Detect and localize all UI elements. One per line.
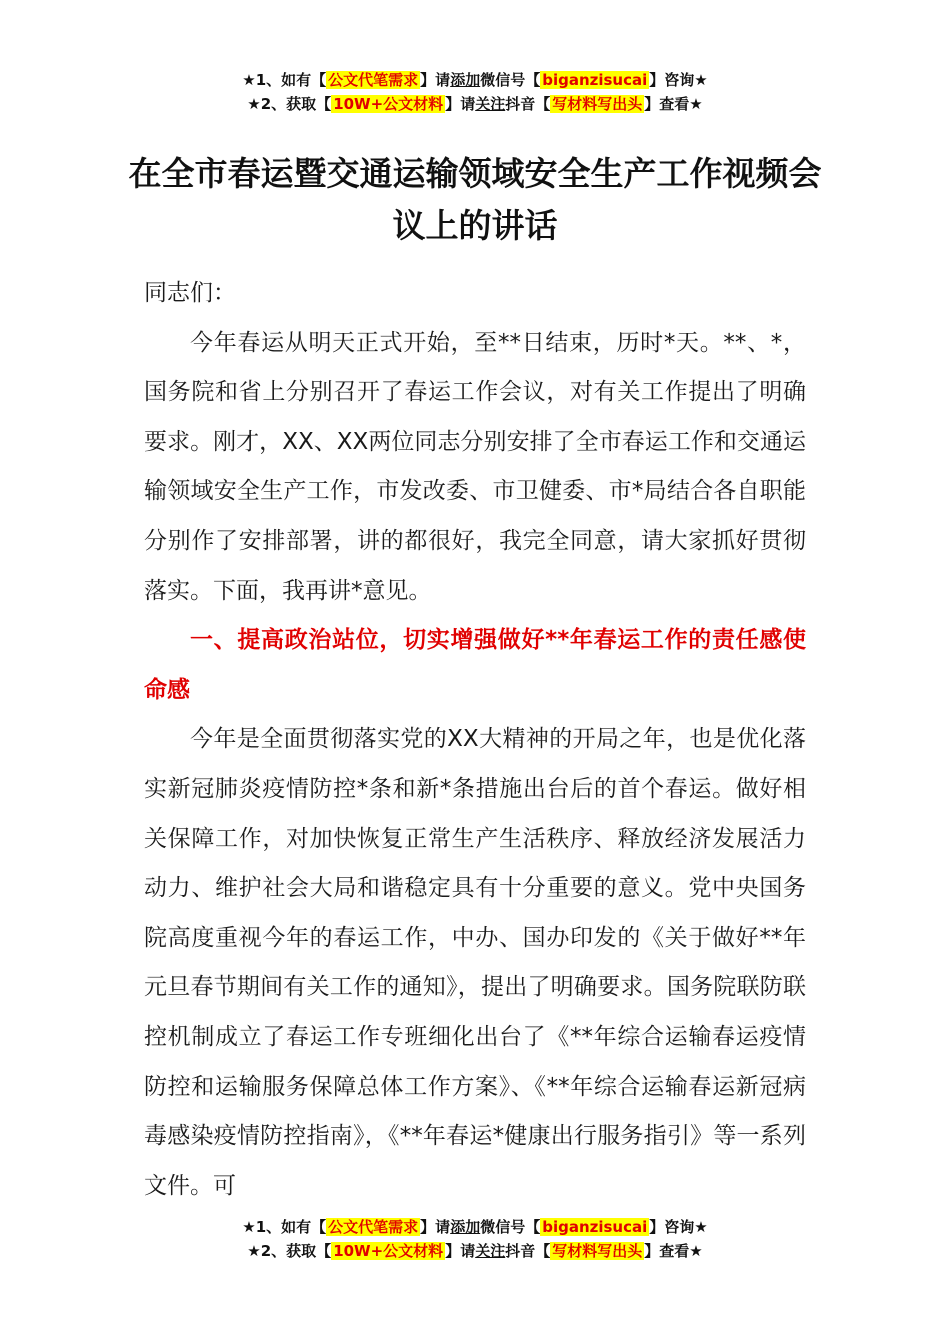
promo-highlight: 公文代笔需求 xyxy=(328,71,419,89)
promo-highlight: 10W+公文材料 xyxy=(333,95,444,113)
salutation: 同志们： xyxy=(144,280,236,306)
body-paragraph: 今年春运从明天正式开始，至**日结束，历时*天。**、*，国务院和省上分别召开了春运工作会议，对有关工作提出了明确要求。刚才，XX、XX两位同志分别安排了全市春运工作和交通运输领域安全生产工作，市发改委、市卫健委、市*局结合各自职能分别作了安排部署，讲的都很好，我完全同意，请大家抓好贯彻落实。下面，我再讲*意见。 xyxy=(144,329,806,604)
wechat-id-highlight: biganzisucai xyxy=(542,1218,648,1236)
document-body xyxy=(144,269,806,1211)
promo-banner-bottom xyxy=(0,1215,950,1263)
douyin-id-highlight: 写材料写出头 xyxy=(552,95,643,113)
promo-highlight: 公文代笔需求 xyxy=(328,1218,419,1236)
promo-banner-top xyxy=(0,68,950,116)
section-heading: 一、提高政治站位，切实增强做好**年春运工作的责任感使命感 xyxy=(144,627,806,703)
wechat-id-highlight: biganzisucai xyxy=(542,71,648,89)
promo-line-1: ★1、如有【 公文代笔需求 】请添加微信号【 biganzisucai 】咨询★ xyxy=(242,1218,708,1236)
promo-highlight: 10W+公文材料 xyxy=(333,1242,444,1260)
promo-line-2: ★2、获取【 10W+公文材料 】请关注抖音【 写材料写出头 】查看★ xyxy=(247,1242,703,1260)
promo-line-2: ★2、获取【 10W+公文材料 】请关注抖音【 写材料写出头 】查看★ xyxy=(247,95,703,113)
douyin-id-highlight: 写材料写出头 xyxy=(552,1242,643,1260)
body-paragraph: 今年是全面贯彻落实党的XX大精神的开局之年，也是优化落实新冠肺炎疫情防控*条和新*条措施出台后的首个春运。做好相关保障工作，对加快恢复正常生产生活秩序、释放经济发展活力动力、维护社会大局和谐稳定具有十分重要的意义。党中央国务院高度重视今年的春运工作，中办、国办印发的《关于做好**年元旦春节期间有关工作的通知》，提出了明确要求。国务院联防联控机制成立了春运工作专班细化出台了《**年综合运输春运疫情防控和运输服务保障总体工作方案》、《**年综合运输春运新冠病毒感染疫情防控指南》，《**年春运*健康出行服务指引》等一系列文件。可 xyxy=(144,726,806,1199)
document-title: 在全市春运暨交通运输领域安全生产工作视频会议上的讲话 xyxy=(128,154,822,245)
promo-line-1: ★1、如有【 公文代笔需求 】请添加微信号【 biganzisucai 】咨询★ xyxy=(242,71,708,89)
